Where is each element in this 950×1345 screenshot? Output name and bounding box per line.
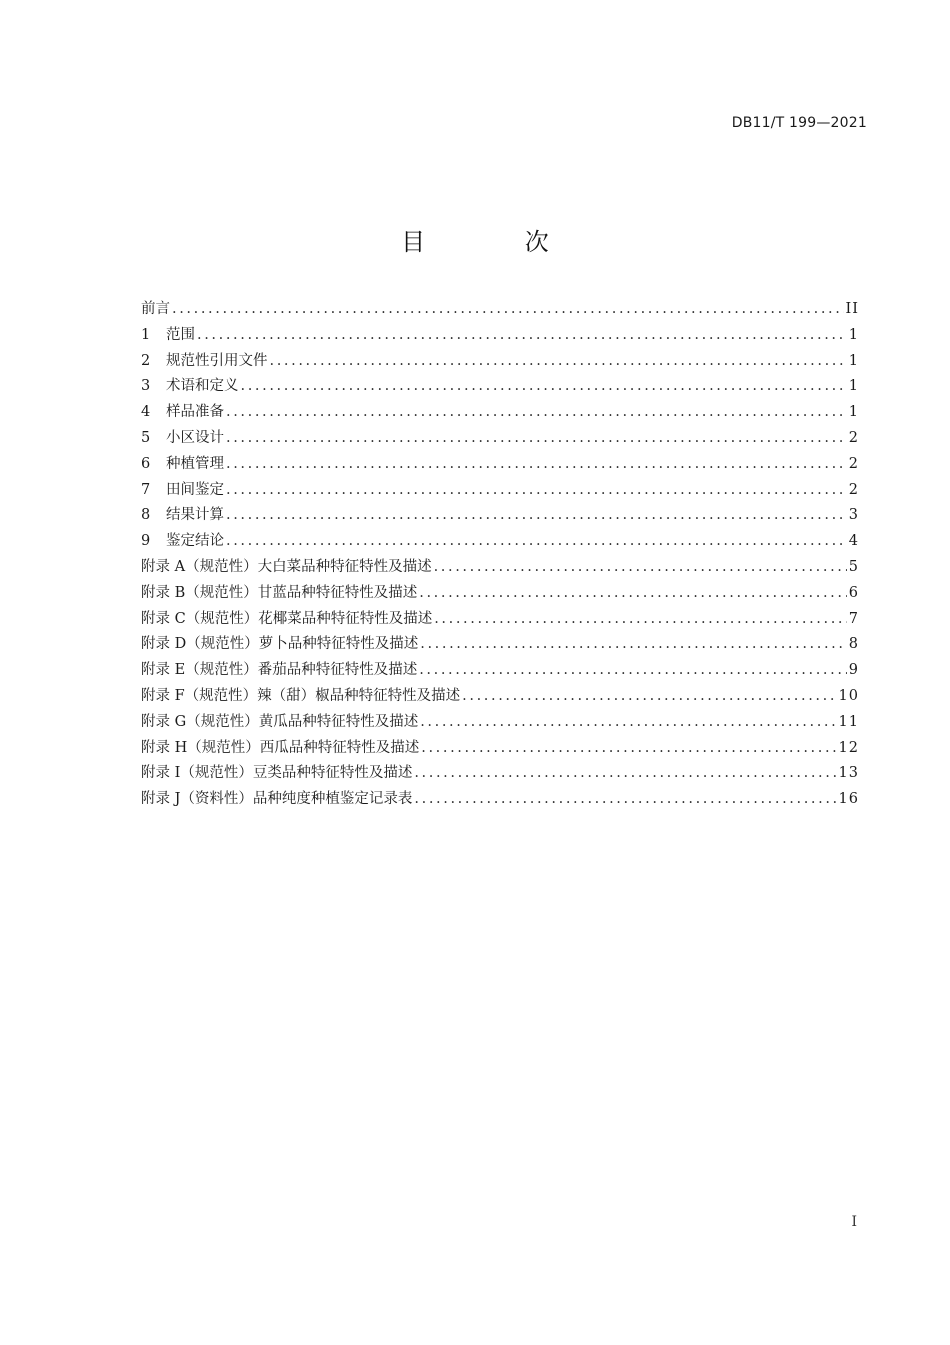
toc-entry-page: 1 xyxy=(848,352,859,369)
toc-annex-prefix: 附录 C（规范性） xyxy=(141,610,259,627)
toc-entry-label: 种植管理 xyxy=(166,455,224,472)
toc-leader-dots xyxy=(226,452,847,478)
toc-annex-prefix: 附录 J（资料性） xyxy=(141,791,253,808)
toc-leader-dots xyxy=(226,529,847,555)
toc-entry-4[interactable] xyxy=(141,400,859,426)
toc-entry-number: 7 xyxy=(141,481,151,498)
toc-entry-label: 小区设计 xyxy=(166,429,224,446)
toc-entry-page: 1 xyxy=(848,326,859,343)
toc-entry-number: 8 xyxy=(141,507,151,524)
toc-entry-page: 1 xyxy=(848,378,859,395)
toc-entry-page: 6 xyxy=(848,584,859,601)
toc-entry-label: 萝卜品种特征特性及描述 xyxy=(258,636,419,653)
toc-annex-b[interactable] xyxy=(141,581,859,607)
toc-entry-number: 5 xyxy=(141,429,151,446)
toc-leader-dots xyxy=(419,581,847,607)
toc-annex-f[interactable] xyxy=(141,684,859,710)
toc-leader-dots xyxy=(462,684,836,710)
toc-entry-number: 4 xyxy=(141,404,151,421)
toc-annex-prefix: 附录 H（规范性） xyxy=(141,739,260,756)
toc-leader-dots xyxy=(419,658,847,684)
toc-entry-7[interactable] xyxy=(141,478,859,504)
toc-entry-number: 3 xyxy=(141,378,151,395)
toc-entry-8[interactable] xyxy=(141,503,859,529)
toc-leader-dots xyxy=(226,400,847,426)
toc-annex-prefix: 附录 A（规范性） xyxy=(141,558,258,575)
page-title: 目 次 xyxy=(401,228,595,256)
toc-annex-h[interactable] xyxy=(141,736,859,762)
toc-entry-label: 范围 xyxy=(166,326,195,343)
toc-entry-number: 6 xyxy=(141,455,151,472)
toc-annex-i[interactable] xyxy=(141,761,859,787)
toc-annex-g[interactable] xyxy=(141,710,859,736)
toc-entry-page: 4 xyxy=(848,533,859,550)
toc-entry-label: 规范性引用文件 xyxy=(166,352,268,369)
toc-entry-label: 辣（甜）椒品种特征特性及描述 xyxy=(257,687,461,704)
toc-entry-label: 田间鉴定 xyxy=(166,481,224,498)
toc-leader-dots xyxy=(270,349,847,375)
toc-entry-page: 2 xyxy=(848,455,859,472)
toc-annex-j[interactable] xyxy=(141,787,859,813)
toc-entry-page: 3 xyxy=(848,507,859,524)
toc-annex-a[interactable] xyxy=(141,555,859,581)
toc-entry-page: 9 xyxy=(848,662,859,679)
toc-leader-dots xyxy=(172,297,844,323)
toc-entry-page: 8 xyxy=(848,636,859,653)
toc-entry-page: 7 xyxy=(848,610,859,627)
toc-leader-dots xyxy=(197,323,847,349)
toc-entry-label: 结果计算 xyxy=(166,507,224,524)
toc-entry-page: 11 xyxy=(838,713,859,730)
toc-entry-label: 番茄品种特征特性及描述 xyxy=(257,662,418,679)
toc-leader-dots xyxy=(420,710,836,736)
toc-entry-page: 5 xyxy=(848,558,859,575)
toc-leader-dots xyxy=(414,787,836,813)
toc-entry-page: 2 xyxy=(848,429,859,446)
toc-entry-number: 9 xyxy=(141,533,151,550)
toc-annex-prefix: 附录 E（规范性） xyxy=(141,662,258,679)
toc-entry-label: 鉴定结论 xyxy=(166,533,224,550)
toc-entry-2[interactable] xyxy=(141,349,859,375)
toc-leader-dots xyxy=(414,761,836,787)
toc-entry-number: 2 xyxy=(141,352,151,369)
toc-entry-label: 西瓜品种特征特性及描述 xyxy=(259,739,420,756)
toc-entry-3[interactable] xyxy=(141,374,859,400)
toc-annex-prefix: 附录 B（规范性） xyxy=(141,584,258,601)
toc-leader-dots xyxy=(420,632,847,658)
toc-annex-prefix: 附录 I（规范性） xyxy=(141,765,253,782)
toc-entry-1[interactable] xyxy=(141,323,859,349)
toc-entry-number: 1 xyxy=(141,326,151,343)
toc-entry-9[interactable] xyxy=(141,529,859,555)
toc-entry-label: 术语和定义 xyxy=(166,378,239,395)
toc-entry-page: 2 xyxy=(848,481,859,498)
toc-entry-label: 花椰菜品种特征特性及描述 xyxy=(258,610,433,627)
toc-annex-prefix: 附录 F（规范性） xyxy=(141,687,258,704)
toc-leader-dots xyxy=(434,555,847,581)
toc-entry-label: 豆类品种特征特性及描述 xyxy=(252,765,413,782)
toc-annex-e[interactable] xyxy=(141,658,859,684)
toc-entry-6[interactable] xyxy=(141,452,859,478)
toc-annex-prefix: 附录 D（规范性） xyxy=(141,636,259,653)
toc-entry-label: 品种纯度种植鉴定记录表 xyxy=(252,791,413,808)
toc-entry-page: 10 xyxy=(838,687,859,704)
toc-leader-dots xyxy=(434,607,847,633)
toc-entry-label: 样品准备 xyxy=(166,404,224,421)
toc-annex-prefix: 附录 G（规范性） xyxy=(141,713,259,730)
toc-entry-page: 1 xyxy=(848,404,859,421)
document-code: DB11/T 199—2021 xyxy=(731,115,867,131)
page-number: I xyxy=(851,1214,857,1230)
toc-leader-dots xyxy=(241,374,847,400)
toc-leader-dots xyxy=(421,736,836,762)
toc-entry-page: 13 xyxy=(838,765,859,782)
toc-entry-page: 12 xyxy=(838,739,859,756)
toc-entry-page: 16 xyxy=(838,791,859,808)
toc-entry-page: II xyxy=(845,301,859,317)
toc-entry-label: 前言 xyxy=(141,301,170,317)
table-of-contents xyxy=(141,297,859,813)
toc-entry-label: 黄瓜品种特征特性及描述 xyxy=(258,713,419,730)
toc-leader-dots xyxy=(226,503,847,529)
toc-entry-label: 大白菜品种特征特性及描述 xyxy=(257,558,432,575)
toc-leader-dots xyxy=(226,426,847,452)
toc-entry-label: 甘蓝品种特征特性及描述 xyxy=(257,584,418,601)
toc-annex-c[interactable] xyxy=(141,607,859,633)
toc-entry-5[interactable] xyxy=(141,426,859,452)
toc-annex-d[interactable] xyxy=(141,632,859,658)
toc-leader-dots xyxy=(226,478,847,504)
toc-entry-foreword[interactable] xyxy=(141,297,859,323)
